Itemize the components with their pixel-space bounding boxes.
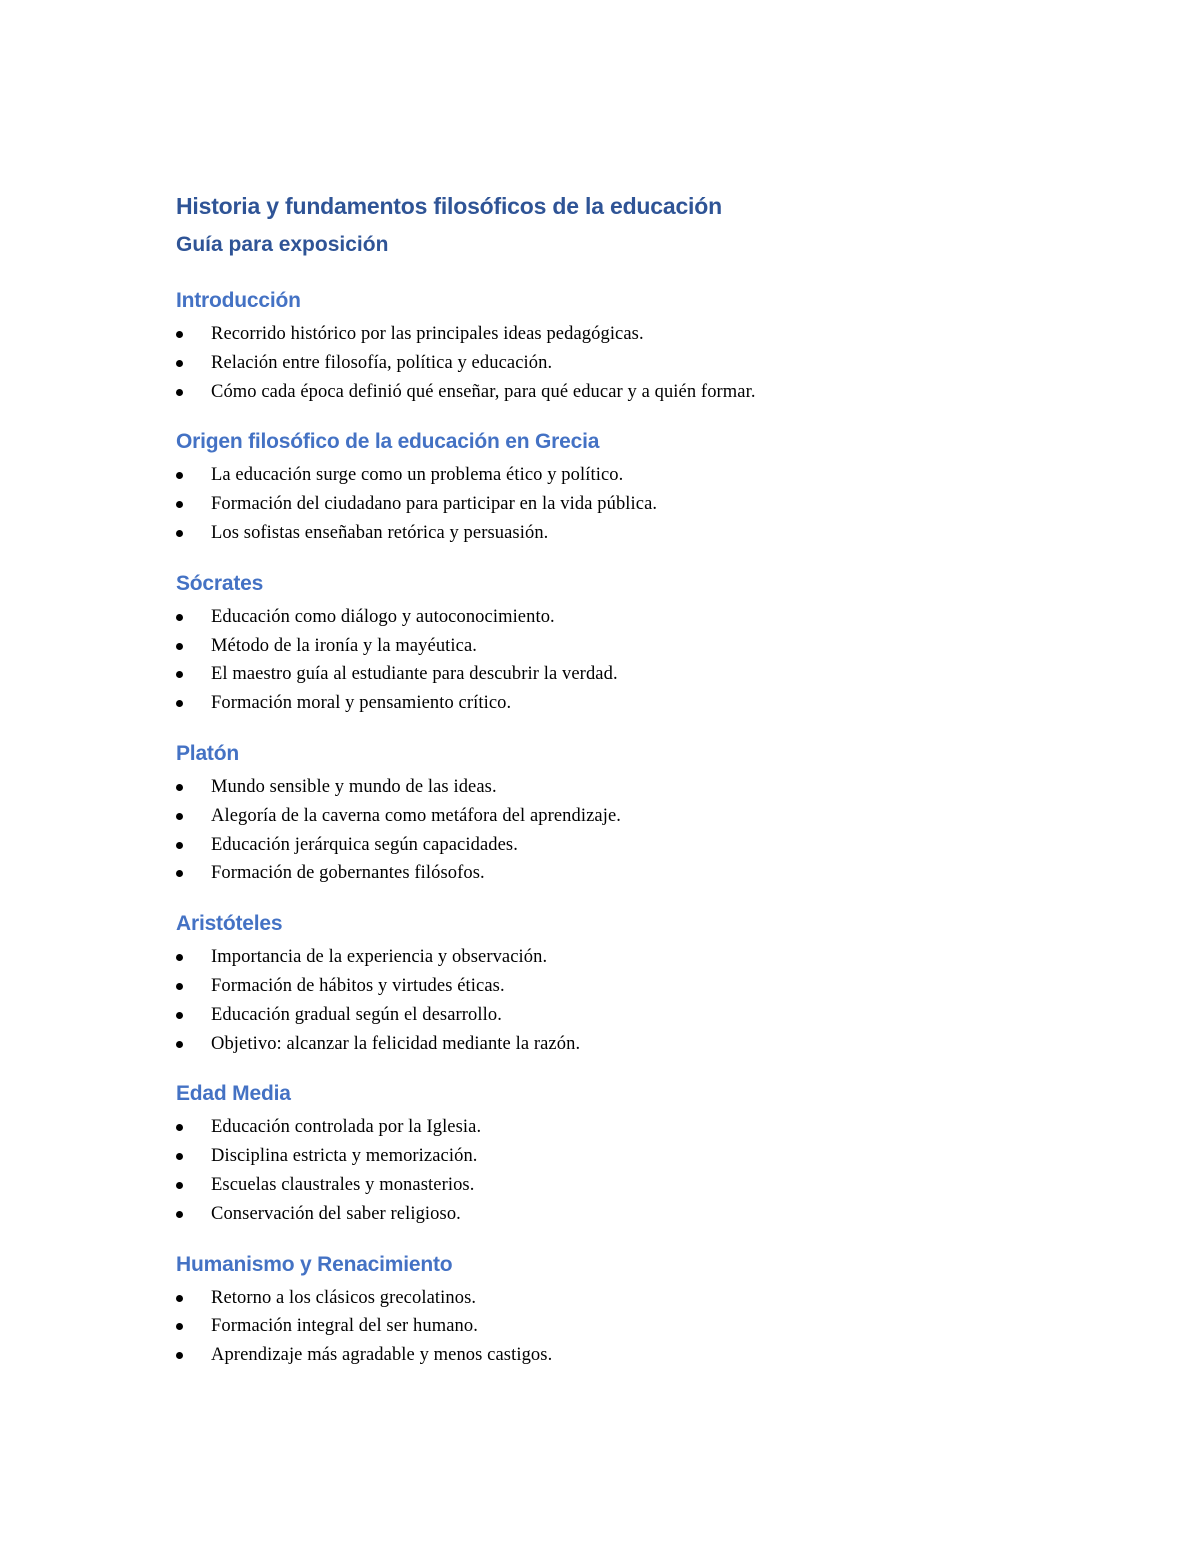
bullet-list (176, 773, 1076, 888)
bullet-icon (176, 983, 183, 990)
bullet-icon (176, 614, 183, 621)
list-item-text: Educación gradual según el desarrollo. (211, 1004, 502, 1025)
bullet-icon (176, 1041, 183, 1048)
section-heading: Platón (176, 741, 239, 765)
list-item-text: Educación como diálogo y autoconocimiento. (211, 606, 555, 627)
bullet-icon (176, 1295, 183, 1302)
list-item (176, 1284, 1076, 1313)
list-item-text: Relación entre filosofía, política y educación. (211, 352, 553, 373)
section-heading: Edad Media (176, 1082, 291, 1106)
bullet-icon (176, 1012, 183, 1019)
bullet-icon (176, 1323, 183, 1330)
list-item (176, 632, 1076, 661)
bullet-icon (176, 784, 183, 791)
list-item-text: Formación del ciudadano para participar en la vida pública. (211, 494, 658, 515)
section (176, 286, 1076, 406)
bullet-icon (176, 643, 183, 650)
list-item (176, 1113, 1076, 1142)
list-item-text: La educación surge como un problema ético y político. (211, 465, 624, 486)
bullet-list (176, 461, 1076, 547)
list-item-text: Objetivo: alcanzar la felicidad mediante la razón. (211, 1033, 581, 1054)
bullet-icon (176, 1182, 183, 1189)
list-item-text: Formación de gobernantes filósofos. (211, 863, 485, 884)
list-item (176, 603, 1076, 632)
section-heading: Humanismo y Renacimiento (176, 1252, 453, 1276)
list-item (176, 773, 1076, 802)
list-item-text: Cómo cada época definió qué enseñar, para qué educar y a quién formar. (211, 381, 756, 402)
bullet-list (176, 320, 1076, 406)
list-item-text: El maestro guía al estudiante para descubrir la verdad. (211, 664, 618, 685)
bullet-icon (176, 813, 183, 820)
bullet-icon (176, 1153, 183, 1160)
section-heading: Introducción (176, 289, 301, 312)
bullet-icon (176, 842, 183, 849)
bullet-icon (176, 870, 183, 877)
section-heading: Aristóteles (176, 912, 283, 936)
list-item-text: Método de la ironía y la mayéutica. (211, 635, 478, 656)
list-item-text: Formación integral del ser humano. (211, 1316, 478, 1337)
list-item (176, 461, 1076, 490)
list-item-text: Retorno a los clásicos grecolatinos. (211, 1287, 477, 1308)
bullet-icon (176, 530, 183, 537)
list-item (176, 660, 1076, 689)
section (176, 427, 1076, 547)
section (176, 569, 1076, 718)
list-item-text: Formación moral y pensamiento crítico. (211, 693, 512, 714)
list-item (176, 943, 1076, 972)
bullet-icon (176, 1124, 183, 1131)
list-item (176, 689, 1076, 718)
bullet-icon (176, 389, 183, 396)
sections-container (176, 286, 1076, 1370)
list-item (176, 1001, 1076, 1030)
bullet-list (176, 943, 1076, 1058)
list-item (176, 1312, 1076, 1341)
bullet-icon (176, 700, 183, 707)
list-item (176, 320, 1076, 349)
list-item (176, 802, 1076, 831)
list-item (176, 1200, 1076, 1229)
document-body (176, 190, 1076, 1370)
bullet-icon (176, 472, 183, 479)
list-item-text: Recorrido histórico por las principales ideas pedagógicas. (211, 324, 644, 344)
list-item (176, 1030, 1076, 1059)
bullet-icon (176, 331, 183, 338)
list-item (176, 859, 1076, 888)
section (176, 1079, 1076, 1228)
list-item (176, 349, 1076, 378)
list-item (176, 519, 1076, 548)
list-item-text: Escuelas claustrales y monasterios. (211, 1174, 475, 1195)
section (176, 739, 1076, 888)
list-item-text: Mundo sensible y mundo de las ideas. (211, 776, 497, 797)
section-heading: Sócrates (176, 571, 264, 595)
list-item-text: Educación jerárquica según capacidades. (211, 834, 518, 855)
list-item-text: Aprendizaje más agradable y menos castigos. (211, 1345, 553, 1366)
section (176, 1250, 1076, 1370)
section (176, 909, 1076, 1058)
list-item-text: Alegoría de la caverna como metáfora del aprendizaje. (211, 805, 622, 826)
bullet-icon (176, 1211, 183, 1218)
list-item (176, 831, 1076, 860)
list-item-text: Importancia de la experiencia y observación. (211, 947, 548, 968)
bullet-list (176, 1284, 1076, 1370)
section-heading: Origen filosófico de la educación en Grecia (176, 430, 600, 454)
list-item (176, 378, 1076, 407)
list-item (176, 1341, 1076, 1370)
bullet-icon (176, 1352, 183, 1359)
list-item (176, 490, 1076, 519)
bullet-list (176, 1113, 1076, 1228)
document-title: Historia y fundamentos filosóficos de la educación (176, 193, 722, 219)
list-item (176, 972, 1076, 1001)
list-item-text: Conservación del saber religioso. (211, 1203, 461, 1224)
list-item (176, 1142, 1076, 1171)
bullet-icon (176, 360, 183, 367)
list-item-text: Formación de hábitos y virtudes éticas. (211, 975, 505, 996)
list-item-text: Los sofistas enseñaban retórica y persuasión. (211, 522, 549, 543)
bullet-icon (176, 671, 183, 678)
bullet-list (176, 603, 1076, 718)
list-item-text: Educación controlada por la Iglesia. (211, 1117, 482, 1138)
bullet-icon (176, 954, 183, 961)
bullet-icon (176, 501, 183, 508)
list-item-text: Disciplina estricta y memorización. (211, 1146, 478, 1167)
list-item (176, 1171, 1076, 1200)
document-subtitle: Guía para exposición (176, 233, 389, 256)
